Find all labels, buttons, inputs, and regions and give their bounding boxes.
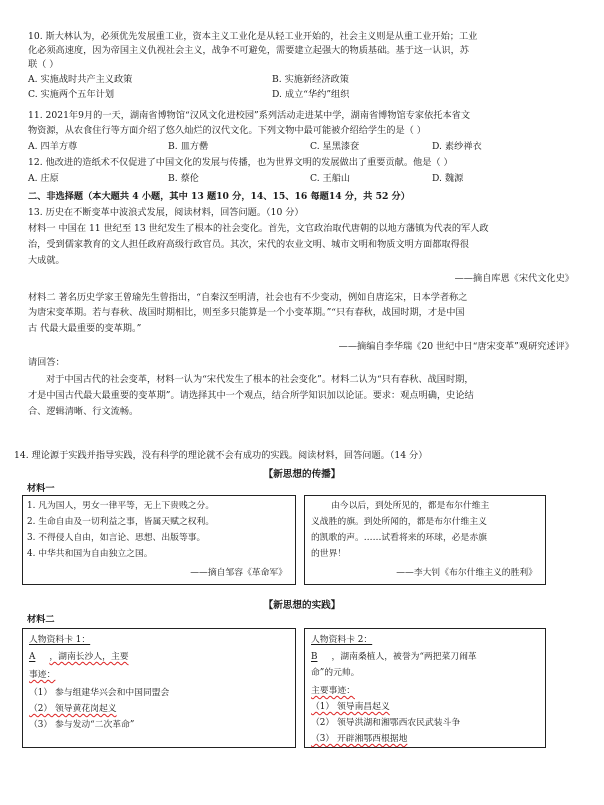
q10-option-c[interactable]: C. 实施两个五年计划	[28, 89, 115, 100]
bolshevism-line-3: 的凯歌的声。……试看将来的环球，必是赤旗	[311, 533, 487, 543]
q13-ask-label: 请回答：	[28, 357, 65, 368]
card1-title: 人物资料卡 1：	[29, 635, 91, 645]
card2-blank-b[interactable]: B	[311, 652, 318, 662]
revolutionary-army-item-1: 1. 凡为国人，男女一律平等，无上下贵贱之分。	[27, 501, 215, 511]
q13-ask-line2: 才是中国古代最大最重要的变革期”。请选择其中一个观点，结合所学知识加以论证。要求：观点明确，史论结	[28, 390, 474, 401]
q14-material1-label: 材料一	[27, 483, 55, 494]
card1-deeds-label: 事迹：	[29, 670, 56, 680]
card1-intro-row	[29, 651, 129, 663]
q13-material1-line2: 治，受到儒家教育的文人担任政府高级行政官员。其次，宋代的农业文明、城市文明和物质文明方面都取得很	[28, 239, 469, 250]
card2-intro: ，湖南桑植人，被誉为“两把菜刀闹革	[331, 652, 477, 662]
q13-material2-line1: 材料二 著名历史学家王曾瑜先生曾指出，“自秦汉至明清，社会也有不少变动，例如自唐迄宋，日本学者称之	[28, 292, 468, 303]
q11-option-b[interactable]: B. 皿方罍	[168, 141, 209, 152]
bolshevism-source: ——李大钊《布尔什维主义的胜利》	[396, 568, 537, 578]
q10-stem-line3: 联（ ）	[28, 59, 59, 70]
q11-option-c[interactable]: C. 星黑漆奁	[310, 141, 360, 152]
q12-stem: 12. 他改进的造纸术不仅促进了中国文化的发展与传播，也为世界文明的发展做出了重要贡献。他是（ ）	[28, 157, 453, 168]
person-card-1	[22, 628, 296, 748]
card2-deed-1: （1） 领导南昌起义	[311, 702, 390, 712]
bolshevism-line-1: 由今以后，到处所见的，都是布尔什维主	[331, 501, 490, 511]
q13-material2-line2: 为唐宋变革期。若与春秋、战国时期相比，则至多只能算是一个小变革期。”“只有春秋，战国时期，才是中国	[28, 307, 465, 318]
card1-deed-3: （3） 参与发动“二次革命”	[29, 720, 135, 730]
card2-intro-cont: 命”的元帅。	[311, 668, 360, 678]
bolshevism-line-2: 义战胜的旗。到处所闻的，都是布尔什维主义	[311, 517, 487, 527]
card2-deed-2: （2） 领导洪湖和湘鄂西农民武装斗争	[311, 718, 461, 728]
card2-deed-3: （3） 开辟湘鄂西根据地	[311, 734, 408, 744]
q13-material2-line3: 古 代最大最重要的变革期。”	[28, 323, 142, 334]
card2-deeds-label: 主要事迹：	[311, 686, 355, 696]
card2-intro-row	[311, 651, 477, 663]
q14-title-practice: 【新思想的实践】	[263, 600, 341, 611]
q13-material2-source: ——摘编自李华瑞《20 世纪中日“唐宋变革”观研究述评》	[338, 341, 574, 352]
section2-heading: 二、非选择题（本大题共 4 小题，其中 13 题10 分，14、15、16 每题14 分，共 52 分）	[28, 191, 410, 202]
q14-material1-box-left	[22, 495, 296, 585]
q10-option-b[interactable]: B. 实施新经济政策	[272, 74, 349, 85]
q14-stem: 14. 理论源于实践并指导实践，没有科学的理论就不会有成功的实践。阅读材料，回答问题。（14 分）	[14, 450, 428, 461]
card1-blank-a[interactable]: A	[29, 652, 36, 662]
q11-stem-line1: 11. 2021年9月的一天，湖南省博物馆“汉风文化进校园”系列活动走进某中学，湖南省博物馆专家依托本省文	[28, 110, 471, 121]
q14-title-spread: 【新思想的传播】	[263, 469, 341, 480]
q14-material1-box-right	[304, 495, 546, 585]
revolutionary-army-item-4: 4. 中华共和国为自由独立之国。	[27, 549, 153, 559]
q13-material1-line3: 大成就。	[28, 255, 65, 266]
bolshevism-line-4: 的世界！	[311, 549, 347, 559]
q11-option-d[interactable]: D. 素纱禅衣	[432, 141, 482, 152]
q10-option-d[interactable]: D. 成立“华约”组织	[272, 89, 350, 100]
revolutionary-army-item-3: 3. 不得侵人自由，如言论、思想、出版等事。	[27, 533, 206, 543]
q11-stem-line2: 物资源，从农食住行等方面介绍了悠久灿烂的汉代文化。下列文物中最可能被介绍给学生的是（ ）	[28, 125, 426, 136]
card1-deed-2: （2） 领导黄花岗起义	[29, 704, 117, 714]
q12-option-c[interactable]: C. 王船山	[310, 173, 351, 184]
q12-option-d[interactable]: D. 魏源	[432, 173, 464, 184]
q10-option-a[interactable]: A. 实施战时共产主义政策	[28, 74, 133, 85]
q12-option-b[interactable]: B. 蔡伦	[168, 173, 199, 184]
card1-intro: ，湖南长沙人，主要	[49, 652, 129, 662]
q10-stem-line2: 化必须高速度，因为帝国主义仇视社会主义，战争不可避免，需要建立起强大的物质基础。基于这一认识，苏	[28, 45, 469, 56]
card1-deed-1: （1） 参与组建华兴会和中国同盟会	[29, 688, 170, 698]
revolutionary-army-item-2: 2. 生命自由及一切利益之事，皆属天赋之权利。	[27, 517, 215, 527]
q13-ask-line1: 对于中国古代的社会变革，材料一认为“宋代发生了根本的社会变化”。材料二认为“只有春秋、战国时期，	[46, 374, 474, 385]
q12-option-a[interactable]: A. 庄原	[28, 173, 59, 184]
q11-option-a[interactable]: A. 四羊方尊	[28, 141, 78, 152]
q10-stem-line1: 10. 斯大林认为，必须优先发展重工业，资本主义工业化是从轻工业开始的，社会主义则是从重工业开始；工业	[28, 31, 478, 42]
revolutionary-army-source: ——摘自邹容《革命军》	[190, 568, 287, 578]
q13-material1-source: ——摘自库恩《宋代文化史》	[454, 273, 574, 284]
person-card-2	[304, 628, 546, 748]
q13-material1-line1: 材料一 中国在 11 世纪至 13 世纪发生了根本的社会变化。首先，文官政治取代唐朝的以地方藩镇为代表的军人政	[28, 223, 489, 234]
q13-stem: 13. 历史在不断变革中波浪式发展，阅读材料，回答问题。（10 分）	[28, 207, 304, 218]
q14-material2-label: 材料二	[27, 614, 55, 625]
card2-title: 人物资料卡 2：	[311, 635, 373, 645]
q13-ask-line3: 合、逻辑清晰、行文流畅。	[28, 406, 139, 417]
